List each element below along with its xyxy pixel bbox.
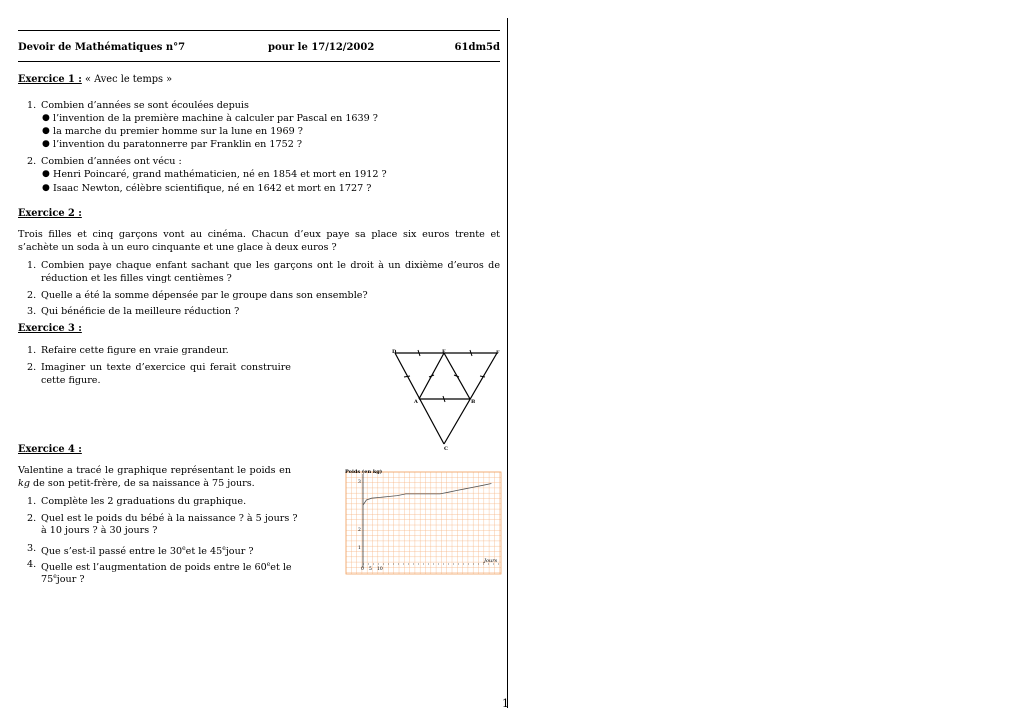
vertex-label: E — [442, 349, 446, 355]
ex4-q4-part: 75 — [41, 574, 54, 586]
ex4-q4-line2 — [41, 571, 85, 586]
ex4-q1: Complète les 2 graduations du graphique. — [41, 496, 247, 507]
page-number: 1 — [502, 697, 509, 710]
ex3-title: Exercice 3 : — [18, 323, 82, 334]
vertex-label: F — [496, 350, 500, 356]
ex1-q1-number: 1. — [27, 100, 37, 111]
ex4-q3-part: Que s’est-il passé entre le 30 — [41, 546, 183, 558]
ex4-q2-line2: à 10 jours ? à 30 jours ? — [41, 525, 158, 536]
chart-xlabel: Jours — [484, 558, 498, 564]
header-code: 61dm5d — [454, 42, 500, 53]
vertex-labels — [392, 349, 500, 452]
ex4-q3 — [41, 543, 254, 558]
vertex-label: C — [444, 446, 448, 452]
x-tick-label: 10 — [377, 567, 383, 572]
ex4-q4-part: jour ? — [56, 574, 85, 586]
chart-grid — [346, 472, 501, 574]
ex1-q1-item: l’invention de la première machine à calculer par Pascal en 1639 ? — [53, 113, 378, 124]
chart-ylabel: Poids (en kg) — [345, 469, 383, 475]
ex2-q1-number: 1. — [27, 260, 37, 271]
ordinal-sup: e — [53, 573, 57, 580]
ex1-subtitle: « Avec le temps » — [84, 74, 173, 85]
ex2-title: Exercice 2 : — [18, 208, 82, 219]
ex3-q1: Refaire cette figure en vraie grandeur. — [41, 345, 229, 356]
ex4-q3-number: 3. — [27, 543, 37, 554]
y-tick-label: 3 — [358, 480, 361, 485]
ex3-q1-number: 1. — [27, 345, 37, 356]
ex1-q1-item: l’invention du paratonnerre par Franklin en 1752 ? — [53, 139, 303, 150]
column-divider — [507, 18, 508, 708]
ex1-q1: Combien d’années se sont écoulées depuis — [41, 100, 249, 111]
bullet-icon: ● — [42, 139, 50, 149]
ex3-heading — [18, 323, 82, 334]
ordinal-sup: e — [222, 545, 226, 552]
ex4-intro-part: de son petit-frère, de sa naissance à 75 jours. — [33, 477, 255, 489]
ex4-intro-unit: kg — [18, 477, 30, 489]
ordinal-sup: e — [182, 545, 186, 552]
x-tick-label: 0 — [361, 567, 364, 572]
ex1-q2: Combien d’années ont vécu : — [41, 156, 182, 167]
ex4-q2-line1: Quel est le poids du bébé à la naissance ? à 5 jours ? — [41, 513, 298, 524]
top-rule — [18, 30, 500, 31]
ex3-q2-number: 2. — [27, 362, 37, 373]
ex4-q1-number: 1. — [27, 496, 37, 507]
bullet-icon: ● — [42, 169, 50, 179]
header-date: pour le 17/12/2002 — [268, 42, 375, 53]
x-tick-label: 5 — [369, 567, 372, 572]
ex2-q3-number: 3. — [27, 306, 37, 317]
ex4-q3-part: et le 45 — [185, 546, 223, 558]
ex4-q2-number: 2. — [27, 513, 37, 524]
triangle-figure — [386, 344, 504, 454]
chart-series — [363, 484, 491, 506]
vertex-label: A — [414, 399, 418, 405]
ex3-q2: Imaginer un texte d’exercice qui ferait construire cette figure. — [41, 362, 291, 386]
ex4-intro-part: Valentine a tracé le graphique représentant le poids en — [18, 465, 291, 476]
ex2-q2: Quelle a été la somme dépensée par le groupe dans son ensemble? — [41, 290, 368, 301]
weight-chart — [344, 467, 502, 576]
ex2-q2-number: 2. — [27, 290, 37, 301]
y-tick-label: 1 — [358, 546, 361, 551]
ex4-intro — [18, 465, 291, 490]
ex2-q3: Qui bénéficie de la meilleure réduction ? — [41, 306, 240, 317]
ex1-q2-item: Henri Poincaré, grand mathématicien, né en 1854 et mort en 1912 ? — [53, 169, 387, 180]
ex1-q2-number: 2. — [27, 156, 37, 167]
ex4-heading — [18, 444, 82, 455]
ex4-q4-part: et le — [270, 562, 292, 574]
bullet-icon: ● — [42, 113, 50, 123]
vertex-label: B — [471, 399, 476, 405]
ex4-q3-part: jour ? — [225, 546, 254, 558]
header-rule — [18, 61, 500, 62]
ex4-q4-number: 4. — [27, 559, 37, 570]
ex1-q1-item: la marche du premier homme sur la lune en 1969 ? — [53, 126, 303, 137]
y-tick-label: 2 — [358, 528, 361, 533]
header-title: Devoir de Mathématiques n°7 — [18, 42, 186, 53]
ex1-heading — [18, 74, 172, 85]
weight-series-line — [363, 484, 491, 506]
ordinal-sup: e — [266, 561, 271, 568]
bullet-icon: ● — [42, 126, 50, 136]
ex2-q1: Combien paye chaque enfant sachant que les garçons ont le droit à un dixième d’euros de réduction et les filles vingt centièmes ? — [41, 260, 500, 284]
ex2-heading — [18, 208, 82, 219]
ex4-title: Exercice 4 : — [18, 444, 82, 455]
ex1-title: Exercice 1 : — [18, 74, 82, 85]
ex4-q4-part: Quelle est l’augmentation de poids entre le 60 — [41, 562, 267, 574]
bullet-icon: ● — [42, 183, 50, 193]
ex2-intro: Trois filles et cinq garçons vont au cinéma. Chacun d’eux paye sa place six euros trente et s’achète un soda à un euro cinquante et une glace à deux euros ? — [18, 229, 500, 253]
ex1-q2-item: Isaac Newton, célèbre scientifique, né en 1642 et mort en 1727 ? — [53, 183, 372, 194]
chart-frame — [346, 472, 501, 574]
vertex-label: D — [392, 349, 397, 355]
